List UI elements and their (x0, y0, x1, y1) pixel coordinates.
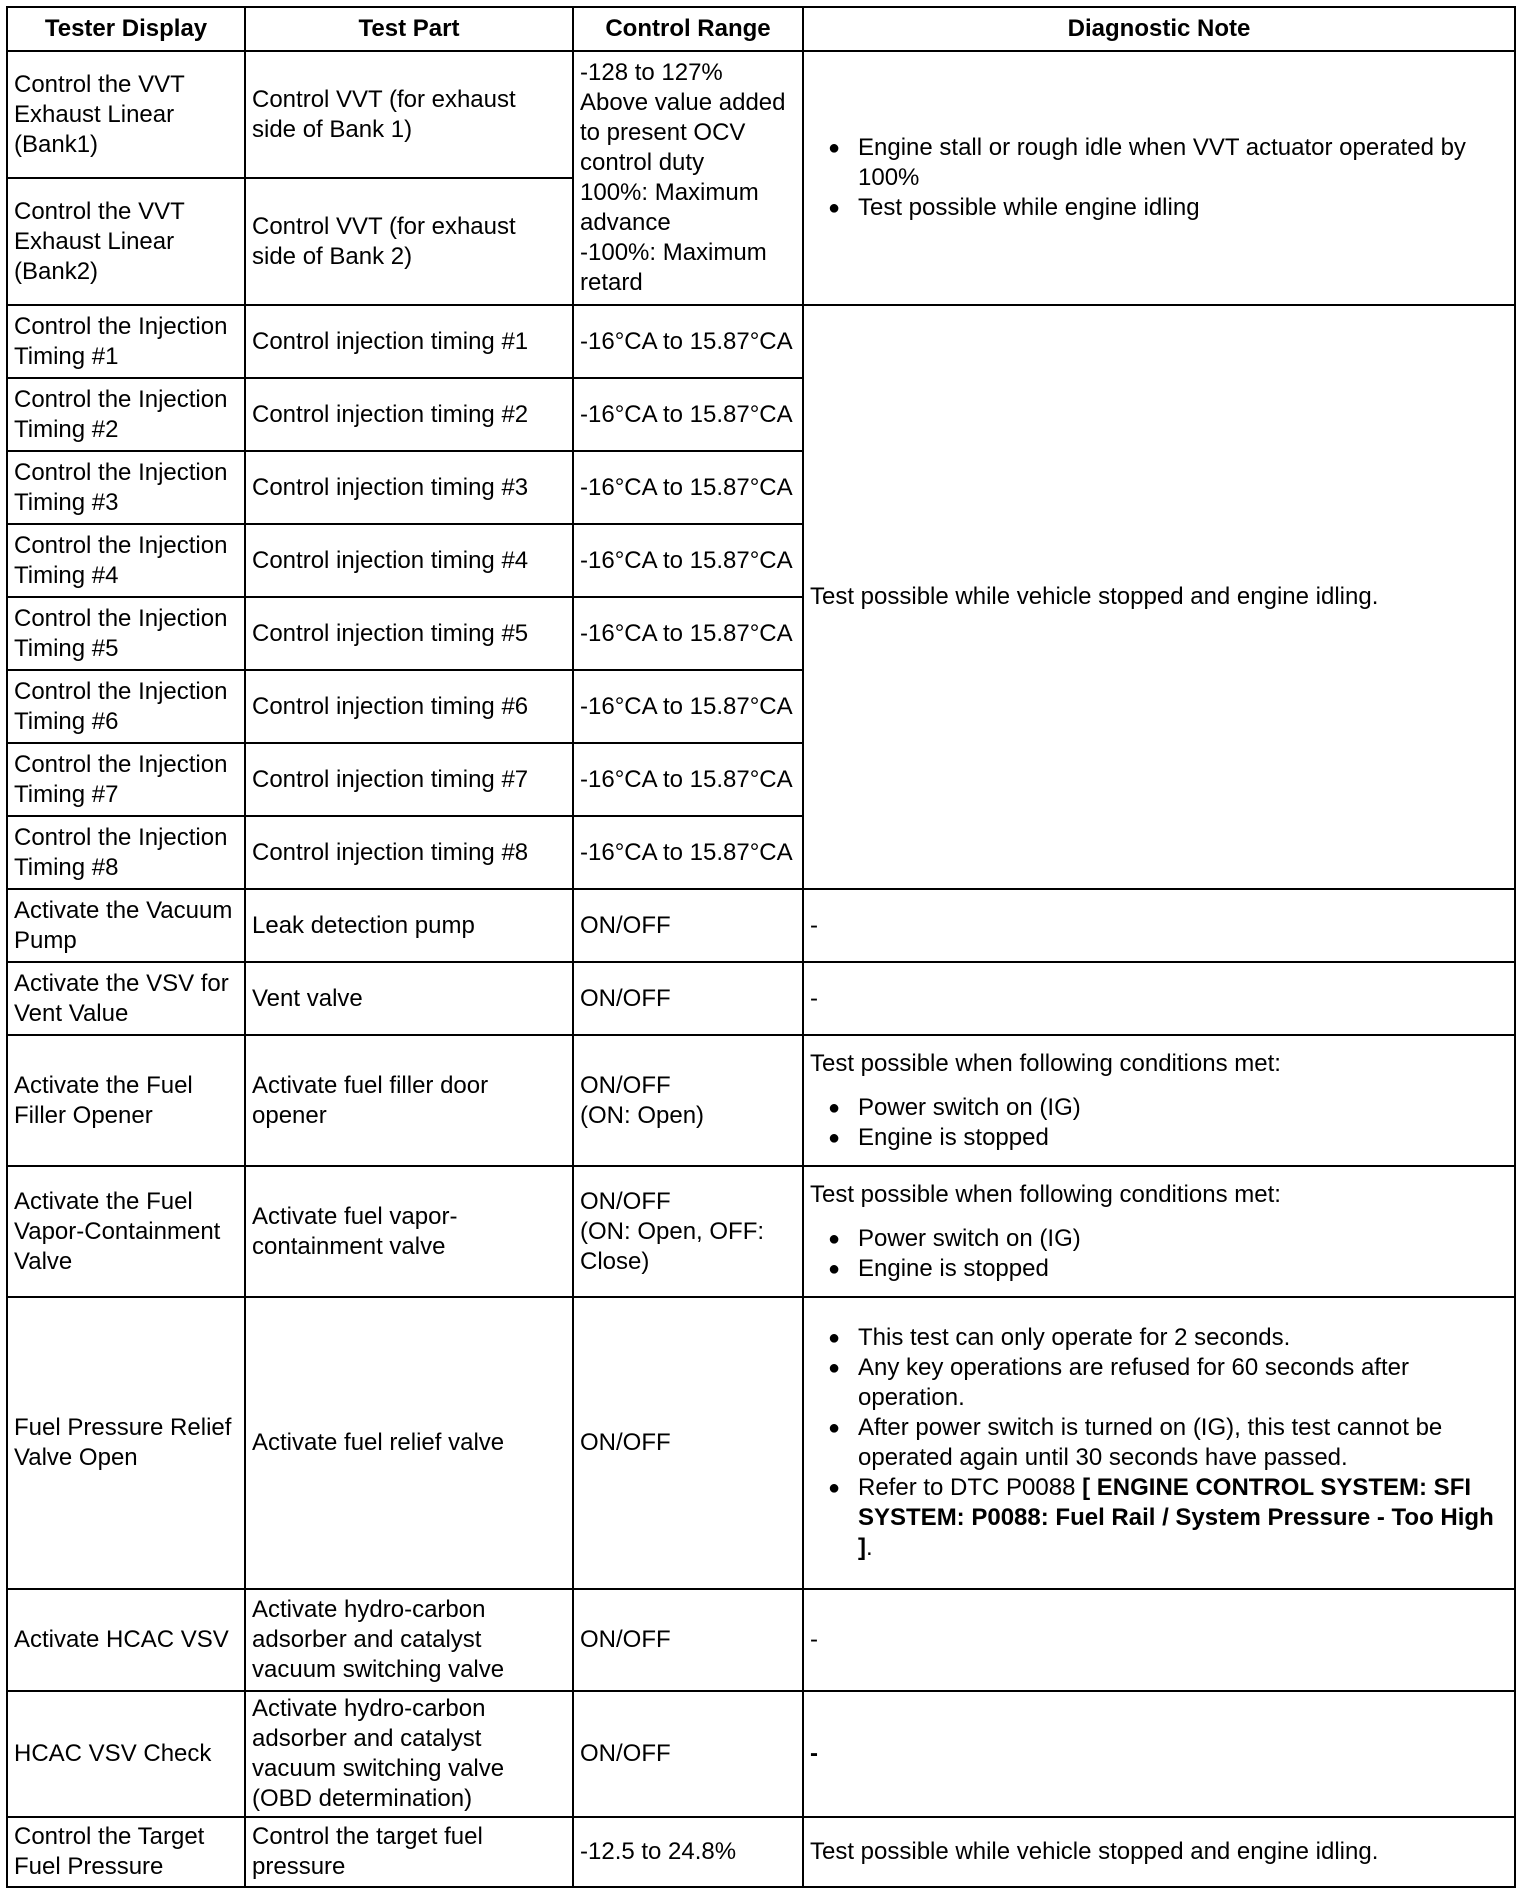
tester-display-cell: Control the Injection Timing #6 (7, 670, 245, 743)
tester-display-cell: HCAC VSV Check (7, 1691, 245, 1817)
test-part-cell: Control injection timing #6 (245, 670, 573, 743)
tester-display-cell: Control the Injection Timing #1 (7, 305, 245, 378)
control-range-cell: ON/OFF (573, 889, 803, 962)
table-row (7, 51, 1515, 178)
dtc-reference-link[interactable]: [ ENGINE CONTROL SYSTEM: SFI SYSTEM: P0088: Fuel Rail / System Pressure - Too High ] (858, 1474, 1494, 1561)
control-range-cell: ON/OFF (573, 962, 803, 1035)
control-range-cell: -16°CA to 15.87°CA (573, 816, 803, 889)
list-item: ● Power switch on (IG) (810, 1093, 1508, 1123)
bullet-list (810, 1323, 1508, 1563)
test-part-cell: Activate fuel filler door opener (245, 1035, 573, 1166)
list-item: ● Test possible while engine idling (810, 193, 1508, 223)
list-item: ● Engine is stopped (810, 1123, 1508, 1153)
test-part-cell: Control the target fuel pressure (245, 1817, 573, 1887)
control-range-cell: -16°CA to 15.87°CA (573, 451, 803, 524)
header-row (7, 7, 1515, 51)
control-range-cell: -128 to 127% Above value added to present OCV control duty 100%: Maximum advance -100%: Maximum retard (573, 51, 803, 305)
tester-display-cell: Control the Injection Timing #3 (7, 451, 245, 524)
tester-display-cell: Control the Injection Timing #7 (7, 743, 245, 816)
list-item: ● Engine stall or rough idle when VVT actuator operated by 100% (810, 133, 1508, 193)
control-range-cell: -12.5 to 24.8% (573, 1817, 803, 1887)
table-row (7, 1035, 1515, 1166)
test-part-cell: Activate fuel relief valve (245, 1297, 573, 1589)
test-part-cell: Control VVT (for exhaust side of Bank 1) (245, 51, 573, 178)
test-part-cell: Activate hydro-carbon adsorber and catalyst vacuum switching valve (245, 1589, 573, 1691)
test-part-cell: Control injection timing #4 (245, 524, 573, 597)
active-test-table (6, 6, 1516, 1888)
tester-display-cell: Control the Injection Timing #2 (7, 378, 245, 451)
tester-display-cell: Activate the Fuel Filler Opener (7, 1035, 245, 1166)
test-part-cell: Control injection timing #3 (245, 451, 573, 524)
list-item: ● Any key operations are refused for 60 seconds after operation. (810, 1353, 1508, 1413)
control-range-cell: ON/OFF (573, 1691, 803, 1817)
note-intro: Test possible when following conditions met: (810, 1049, 1281, 1077)
diagnostic-note-cell: Test possible while vehicle stopped and engine idling. (803, 305, 1515, 889)
control-range-cell: ON/OFF (573, 1589, 803, 1691)
bullet-list (810, 1224, 1508, 1284)
tester-display-cell: Activate the Fuel Vapor-Containment Valve (7, 1166, 245, 1297)
reference-prefix: Refer to DTC P0088 (858, 1474, 1076, 1501)
control-range-cell: ON/OFF (ON: Open) (573, 1035, 803, 1166)
test-part-cell: Control injection timing #8 (245, 816, 573, 889)
control-range-cell: -16°CA to 15.87°CA (573, 524, 803, 597)
diagnostic-note-cell (803, 1166, 1515, 1297)
tester-display-cell: Activate HCAC VSV (7, 1589, 245, 1691)
control-range-cell: -16°CA to 15.87°CA (573, 378, 803, 451)
header-tester-display: Tester Display (7, 7, 245, 51)
table-row (7, 1817, 1515, 1887)
control-range-cell: ON/OFF (ON: Open, OFF: Close) (573, 1166, 803, 1297)
list-item: ● This test can only operate for 2 seconds. (810, 1323, 1508, 1353)
header-diagnostic-note: Diagnostic Note (803, 7, 1515, 51)
table-row (7, 1691, 1515, 1817)
bullet-list (810, 133, 1508, 223)
test-part-cell: Control injection timing #2 (245, 378, 573, 451)
test-part-cell: Control VVT (for exhaust side of Bank 2) (245, 178, 573, 305)
diagnostic-note-cell: - (803, 1589, 1515, 1691)
tester-display-cell: Control the Injection Timing #5 (7, 597, 245, 670)
list-item: ● After power switch is turned on (IG), this test cannot be operated again until 30 seconds have passed. (810, 1413, 1508, 1473)
diagnostic-note-cell: - (803, 1691, 1515, 1817)
reference-suffix: . (866, 1534, 873, 1561)
header-control-range: Control Range (573, 7, 803, 51)
tester-display-cell: Control the Injection Timing #4 (7, 524, 245, 597)
diagnostic-note-cell (803, 51, 1515, 305)
tester-display-cell: Activate the VSV for Vent Value (7, 962, 245, 1035)
diagnostic-note-cell (803, 1297, 1515, 1589)
tester-display-cell: Control the VVT Exhaust Linear (Bank2) (7, 178, 245, 305)
table-row (7, 305, 1515, 378)
note-intro: Test possible when following conditions met: (810, 1180, 1281, 1208)
test-part-cell: Control injection timing #7 (245, 743, 573, 816)
list-item: ● Power switch on (IG) (810, 1224, 1508, 1254)
tester-display-cell: Control the Target Fuel Pressure (7, 1817, 245, 1887)
diagnostic-note-cell: - (803, 889, 1515, 962)
list-item: ● Engine is stopped (810, 1254, 1508, 1284)
test-part-cell: Vent valve (245, 962, 573, 1035)
control-range-cell: -16°CA to 15.87°CA (573, 670, 803, 743)
tester-display-cell: Control the VVT Exhaust Linear (Bank1) (7, 51, 245, 178)
test-part-cell: Activate fuel vapor-containment valve (245, 1166, 573, 1297)
tester-display-cell: Control the Injection Timing #8 (7, 816, 245, 889)
control-range-cell: -16°CA to 15.87°CA (573, 743, 803, 816)
test-part-cell: Control injection timing #5 (245, 597, 573, 670)
control-range-cell: ON/OFF (573, 1297, 803, 1589)
control-range-cell: -16°CA to 15.87°CA (573, 597, 803, 670)
list-item (810, 1473, 1508, 1563)
diagnostic-note-cell: - (803, 962, 1515, 1035)
test-part-cell: Activate hydro-carbon adsorber and catalyst vacuum switching valve (OBD determination) (245, 1691, 573, 1817)
tester-display-cell: Activate the Vacuum Pump (7, 889, 245, 962)
tester-display-cell: Fuel Pressure Relief Valve Open (7, 1297, 245, 1589)
test-part-cell: Control injection timing #1 (245, 305, 573, 378)
diagnostic-note-cell: Test possible while vehicle stopped and engine idling. (803, 1817, 1515, 1887)
bullet-list (810, 1093, 1508, 1153)
test-part-cell: Leak detection pump (245, 889, 573, 962)
table-row (7, 1589, 1515, 1691)
table-row (7, 889, 1515, 962)
table-row (7, 1297, 1515, 1589)
header-test-part: Test Part (245, 7, 573, 51)
control-range-cell: -16°CA to 15.87°CA (573, 305, 803, 378)
table-row (7, 1166, 1515, 1297)
diagnostic-note-cell (803, 1035, 1515, 1166)
table-row (7, 962, 1515, 1035)
